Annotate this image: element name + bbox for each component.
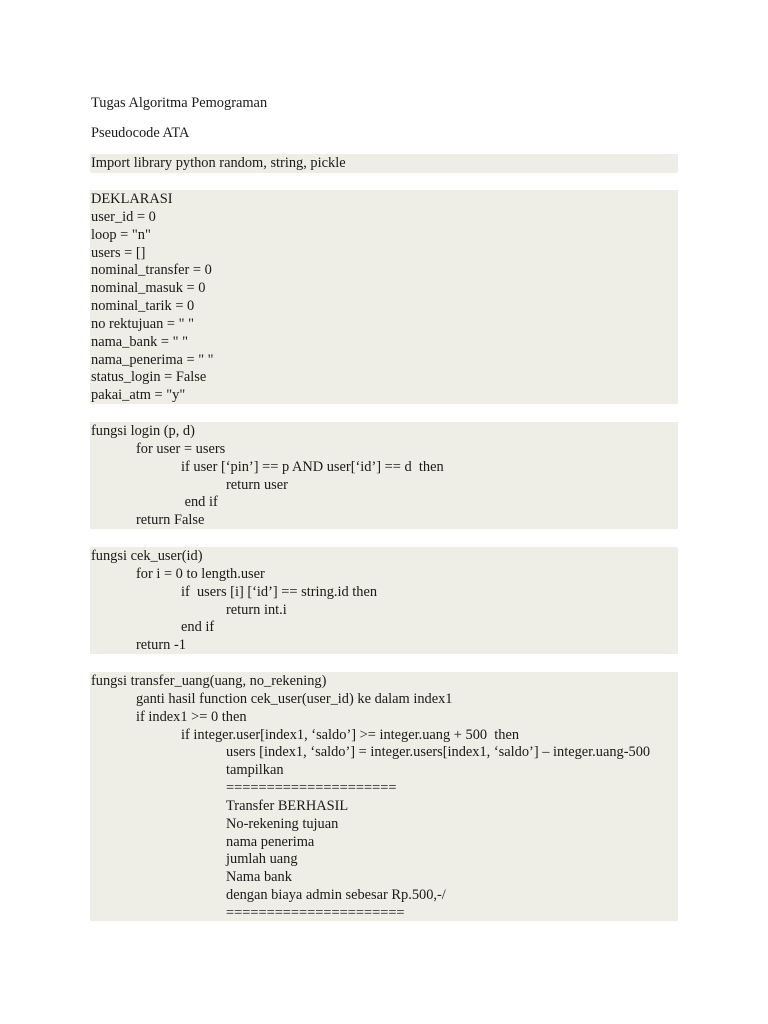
code-line: end if bbox=[181, 619, 215, 636]
document-subtitle: Pseudocode ATA bbox=[91, 125, 190, 141]
cek-user-function-block bbox=[90, 547, 678, 654]
code-line: nama penerima bbox=[226, 833, 315, 850]
code-line: if users [i] [‘id’] == string.id then bbox=[181, 583, 378, 600]
code-line: status_login = False bbox=[91, 369, 207, 386]
code-line: no rektujuan = " " bbox=[91, 315, 194, 332]
document-title: Tugas Algoritma Pemograman bbox=[91, 95, 268, 111]
code-line: if index1 >= 0 then bbox=[136, 708, 247, 725]
code-line: for user = users bbox=[136, 440, 226, 457]
code-line: dengan biaya admin sebesar Rp.500,-/ bbox=[226, 887, 446, 904]
code-line: ===================== bbox=[226, 780, 397, 797]
code-line: if user [‘pin’] == p AND user[‘id’] == d then bbox=[181, 458, 444, 475]
code-line: if integer.user[index1, ‘saldo’] >= integer.uang + 500 then bbox=[181, 726, 520, 743]
code-line: pakai_atm = "y" bbox=[91, 387, 186, 404]
code-line: ganti hasil function cek_user(user_id) ke dalam index1 bbox=[136, 690, 453, 707]
import-line: Import library python random, string, pickle bbox=[91, 155, 346, 171]
code-line: users [index1, ‘saldo’] = integer.users[index1, ‘saldo’] – integer.uang-500 bbox=[226, 744, 651, 761]
code-line: return False bbox=[136, 512, 205, 529]
code-line: for i = 0 to length.user bbox=[136, 565, 265, 582]
code-line: return int.i bbox=[226, 601, 287, 618]
import-block bbox=[90, 154, 678, 173]
code-line: fungsi cek_user(id) bbox=[91, 548, 203, 564]
code-line: Nama bank bbox=[226, 869, 292, 886]
code-line: users = [] bbox=[91, 244, 146, 261]
login-function-block bbox=[90, 422, 678, 529]
code-line: jumlah uang bbox=[226, 851, 298, 868]
code-line: loop = "n" bbox=[91, 226, 151, 243]
code-line: user_id = 0 bbox=[91, 208, 156, 225]
code-line: fungsi transfer_uang(uang, no_rekening) bbox=[91, 673, 327, 689]
code-line: nominal_masuk = 0 bbox=[91, 280, 206, 297]
code-line: No-rekening tujuan bbox=[226, 815, 339, 832]
code-line: ====================== bbox=[226, 904, 405, 921]
code-line: nama_bank = " " bbox=[91, 333, 188, 350]
code-line: fungsi login (p, d) bbox=[91, 423, 195, 439]
deklarasi-block bbox=[90, 190, 678, 404]
code-line: return -1 bbox=[136, 637, 186, 654]
code-line: return user bbox=[226, 476, 288, 493]
code-line: Transfer BERHASIL bbox=[226, 797, 349, 814]
code-line: tampilkan bbox=[226, 762, 284, 779]
code-line: nominal_transfer = 0 bbox=[91, 262, 212, 279]
code-line: end if bbox=[181, 494, 218, 511]
code-line: nama_penerima = " " bbox=[91, 351, 214, 368]
transfer-function-block bbox=[90, 672, 678, 921]
code-line: nominal_tarik = 0 bbox=[91, 298, 195, 315]
code-line: DEKLARASI bbox=[91, 191, 173, 207]
